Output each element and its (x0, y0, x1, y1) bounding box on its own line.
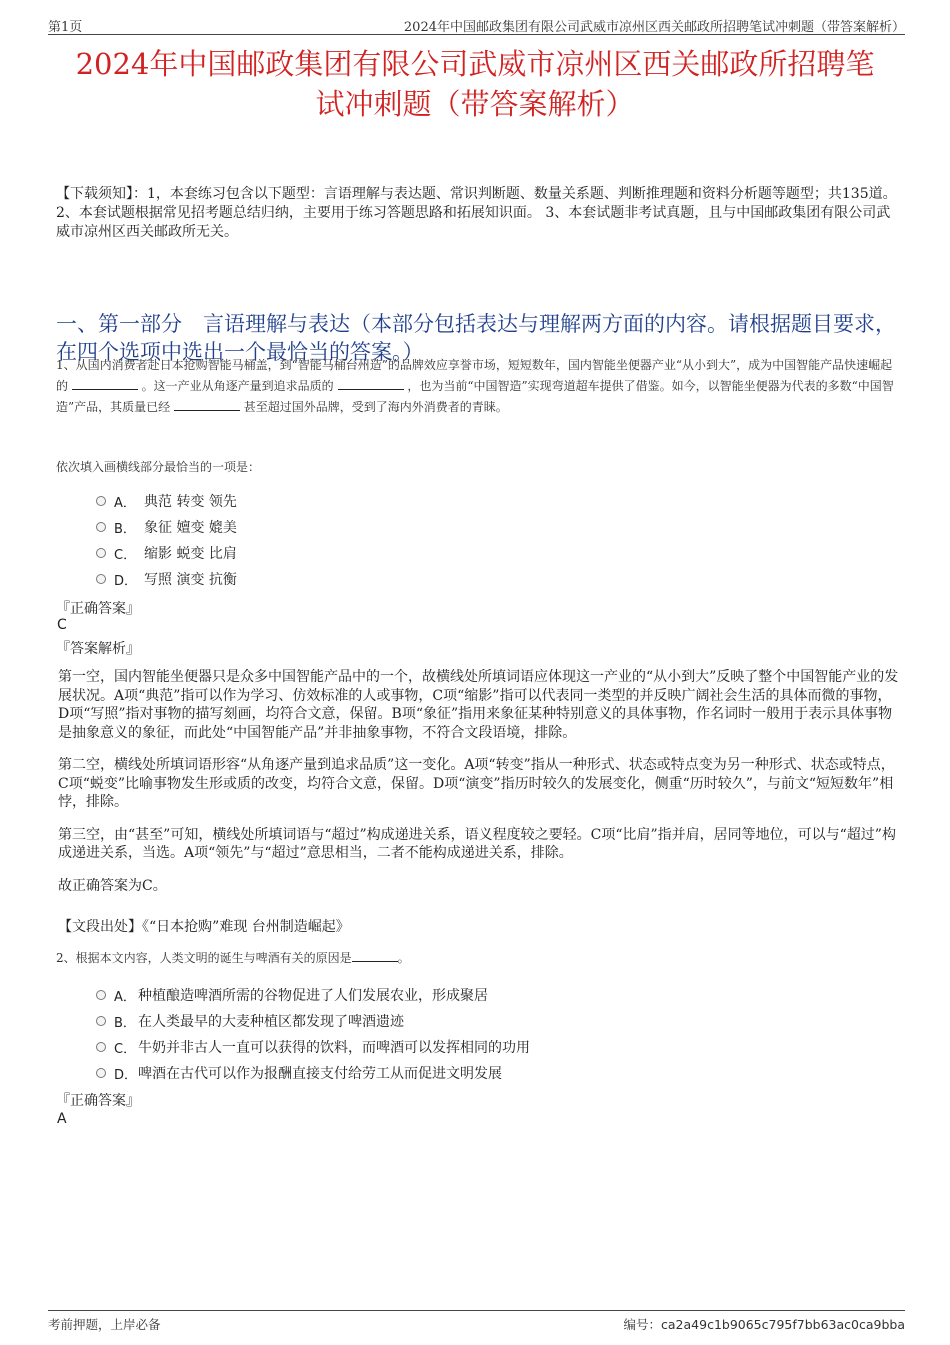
radio-icon[interactable] (96, 990, 106, 1000)
answer-blank (174, 398, 240, 411)
analysis-paragraph: 第三空，由“甚至”可知，横线处所填词语与“超过”构成递进关系，语义程度较之要轻。C项“比肩”指并肩，居同等地位，可以与“超过”构成递进关系，当选。A项“领先”与“超过”意思相当，二者不能构成递进关系，排除。 (58, 826, 896, 861)
option-letter: D． (114, 1067, 138, 1083)
analysis-paragraph: 故正确答案为C。 (58, 877, 167, 894)
answer-blank (338, 377, 404, 390)
title-line-1: 2024年中国邮政集团有限公司武威市凉州区西关邮政所招聘笔 (75, 47, 875, 81)
option-d[interactable] (96, 1060, 530, 1086)
answer-blank (72, 377, 138, 390)
analysis-label: 『答案解析』 (56, 641, 140, 657)
option-a[interactable] (96, 488, 237, 514)
option-text: 种植酿造啤酒所需的谷物促进了人们发展农业，形成聚居 (138, 988, 488, 1004)
answer-blank (352, 949, 398, 962)
question-1-options (96, 488, 237, 592)
correct-answer-label: 『正确答案』 (56, 1093, 140, 1109)
radio-icon[interactable] (96, 496, 106, 506)
radio-icon[interactable] (96, 1068, 106, 1078)
option-text: 啤酒在古代可以作为报酬直接支付给劳工从而促进文明发展 (138, 1066, 502, 1082)
answer-analysis (58, 668, 900, 909)
option-letter: B． (114, 1015, 136, 1031)
analysis-paragraph: 第二空，横线处所填词语形容“从角逐产量到追求品质”这一变化。A项“转变”指从一种形式、状态或特点变为另一种形式、状态或特点，C项“蜕变”比喻事物发生形或质的改变，均符合文意，保留。D项“演变”指历时较久的发展变化，侧重“历时较久”，与前文“短短数年”相悖，排除。 (58, 757, 895, 810)
correct-answer: C (57, 617, 67, 633)
radio-icon[interactable] (96, 1016, 106, 1026)
question-text: 2、根据本文内容，人类文明的诞生与啤酒有关的原因是 (56, 951, 352, 965)
correct-answer: A (57, 1111, 67, 1127)
option-letter: B． (114, 521, 136, 537)
option-letter: C． (114, 547, 137, 563)
question-1-instruction: 依次填入画横线部分最恰当的一项是： (56, 460, 261, 474)
download-notice: 【下载须知】：1，本套练习包含以下题型：言语理解与表达题、常识判断题、数量关系题、判断推理题和资料分析题等题型；共135道。 2、本套试题根据常见招考题总结归纳，主要用于练习答题思路和拓展知识面。 3、本套试题非考试真题，且与中国邮政集团有限公司武威市凉州区西关邮政所无关。 (56, 186, 897, 240)
passage-source: 【文段出处】《“日本抢购”难现 台州制造崛起》 (58, 919, 350, 935)
option-text: 缩影 蜕变 比肩 (144, 546, 237, 562)
correct-answer-label: 『正确答案』 (56, 601, 140, 617)
page-header (48, 14, 905, 35)
header-doc-title: 2024年中国邮政集团有限公司武威市凉州区西关邮政所招聘笔试冲刺题（带答案解析） (403, 20, 905, 35)
question-1-stem (56, 355, 900, 418)
question-text: 。这一产业从角逐产量到追求品质的 (141, 379, 334, 393)
radio-icon[interactable] (96, 548, 106, 558)
code-value: ca2a49c1b9065c795f7bb63ac0ca9bba (661, 1317, 905, 1332)
title-line-2: 试冲刺题（带答案解析） (315, 87, 635, 121)
section-title: 一、第一部分 言语理解与表达（本部分包括表达与理解两方面的内容。请根据题目要求，在四个选项中选出一个最恰当的答案。） (56, 312, 896, 364)
option-text: 在人类最早的大麦种植区都发现了啤酒遗迹 (138, 1014, 404, 1030)
option-text: 牛奶并非古人一直可以获得的饮料，而啤酒可以发挥相同的功用 (138, 1040, 530, 1056)
page-title (40, 44, 910, 124)
radio-icon[interactable] (96, 1042, 106, 1052)
code-label: 编号： (623, 1317, 662, 1332)
question-text: 1、从国内消费者赴日本抢购智能马桶盖，到“智能马桶台州造”的品牌效应享誉市场，短短数年，国内智能坐便器产业“从小到大”，成为中国智能产品快速崛起的 (56, 358, 893, 393)
question-text: 甚至超过国外品牌，受到了海内外消费者的青睐。 (243, 400, 508, 414)
option-d[interactable] (96, 566, 237, 592)
option-c[interactable] (96, 540, 237, 566)
option-text: 象征 嬗变 媲美 (144, 520, 237, 536)
radio-icon[interactable] (96, 522, 106, 532)
option-c[interactable] (96, 1034, 530, 1060)
question-2-options (96, 982, 530, 1086)
page-number: 第1页 (48, 20, 83, 35)
footer-code (624, 1315, 906, 1333)
question-text: ，也为当前“中国智造”实现弯道超车提供了借鉴。如今，以智能坐便器为代表的多数“中国智造”产品，其质量已经 (56, 379, 894, 414)
option-letter: C． (114, 1041, 137, 1057)
question-2-stem (56, 948, 900, 969)
option-b[interactable] (96, 1008, 530, 1034)
option-text: 写照 演变 抗衡 (144, 572, 237, 588)
option-b[interactable] (96, 514, 237, 540)
option-letter: D． (114, 573, 138, 589)
footer-slogan: 考前押题，上岸必备 (48, 1317, 161, 1332)
option-letter: A． (114, 989, 136, 1005)
radio-icon[interactable] (96, 574, 106, 584)
analysis-paragraph: 第一空，国内智能坐便器只是众多中国智能产品中的一个，故横线处所填词语应体现这一产业的“从小到大”反映了整个中国智能产业的发展状况。A项“典范”指可以作为学习、仿效标准的人或事物，C项“缩影”指可以代表同一类型的并反映广阔社会生活的具体而微的事物，D项“写照”指对事物的描写刻画，均符合文意，保留。B项“象征”指用来象征某种特别意义的具体事物，作名词时一般用于表示具体事物是抽象意义的象征，而此处“中国智能产品”并非抽象事物，不符合文段语境，排除。 (58, 669, 899, 741)
option-a[interactable] (96, 982, 530, 1008)
question-text: 。 (397, 951, 410, 965)
option-letter: A． (114, 495, 136, 511)
page-footer (48, 1310, 905, 1333)
option-text: 典范 转变 领先 (144, 494, 237, 510)
